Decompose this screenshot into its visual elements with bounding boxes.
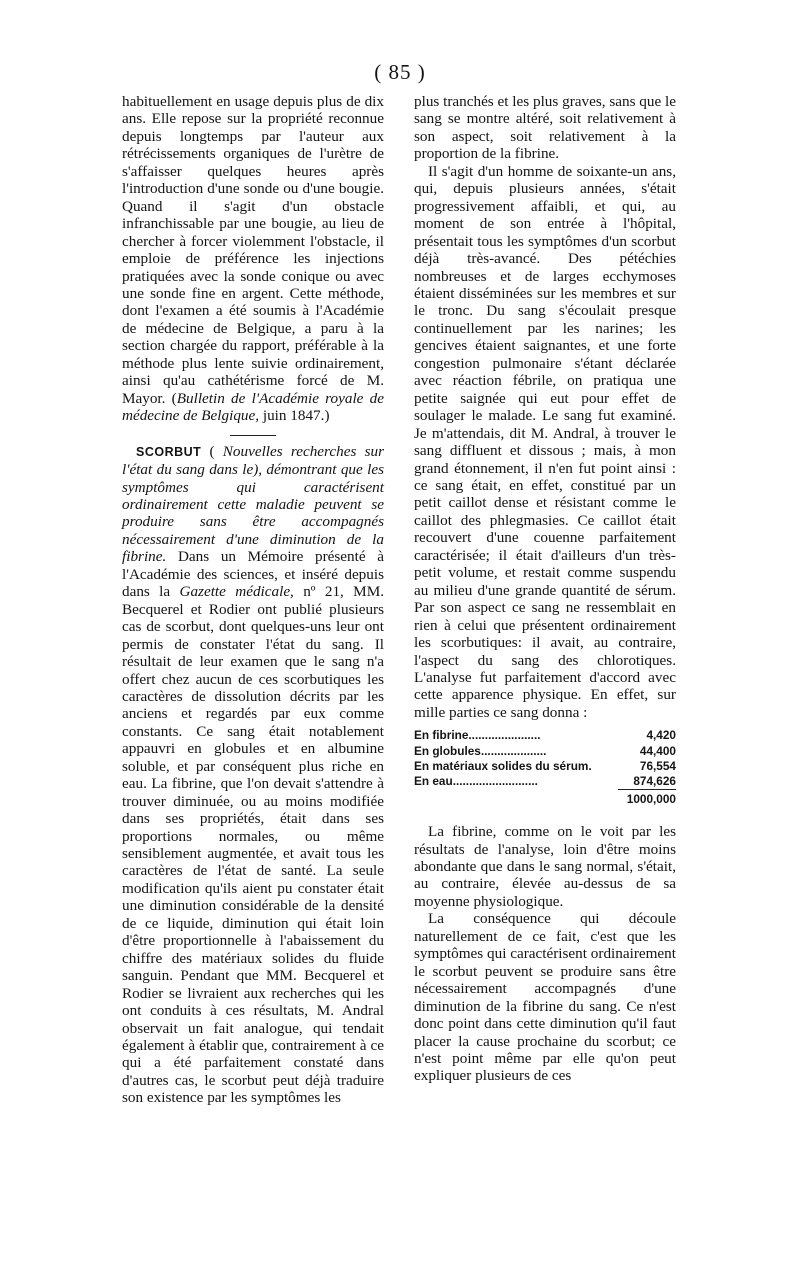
analysis-label: En fibrine...................... [414,728,541,743]
entry-text: nº 21, MM. Becquerel et Rodier ont publié plusieurs cas de scorbut, dont quelques-uns leur ont permis de constater l'état du sang. Il résultait de leur examen que le sang n'a offert chez aucun de ces scorbutiques les caractères de dissolution décrits par les anciens et regardés par eux comme constants. Ce sang était notablement appauvri en globules et en albumine soluble, et par conséquent plus riche en eau. La fibrine, que l'on devait s'attendre à trouver diminuée, ou au moins modifiée dans ses propriétés, était dans ses proportions normales, ou même sensiblement augmentée, et avait tous les caractères de l'état de santé. La seule modification qu'ils aient pu constater était une diminution considérable de la densité de ce liquide, diminution qui était loin d'être proportionnelle à l'abaissement du chiffre des matériaux solides du fluide sanguin. Pendant que MM. Becquerel et Rodier se livraient aux recherches qui les ont conduits à ces résultats, M. Andral observait un fait analogue, qui tendait également à établir que, contrairement à ce qui a été parfaitement constaté dans d'autres cas, le scorbut peut déjà traduire son existence par les symptômes les [122,583,384,1107]
page-number: ( 85 ) [374,60,426,84]
analysis-row [414,759,676,774]
analysis-label: En matériaux solides du sérum. [414,758,592,773]
analysis-value: 76,554 [639,758,676,773]
analysis-row [414,774,676,789]
analysis-total-value: 1000,000 [626,792,676,807]
citation: Bulletin de l'Académie royale de médecine de Belgique, [122,389,384,425]
spacer [414,811,676,823]
entry-title: SCORBUT [136,444,202,459]
paragraph: La conséquence qui découle naturellement de ce fait, c'est que les symptômes qui caractérisent ordinairement le scorbut peuvent se produire sans être nécessairement accompagnés d'une diminution de la fibrine du sang. Ce n'est donc point dans cette diminution qu'il faut placer la cause prochaine du scorbut; ce n'est point même par elle qu'on peut expliquer plusieurs de ces [414,910,676,1085]
right-column [414,93,676,1085]
section-divider [230,435,276,436]
analysis-value: 44,400 [639,743,676,758]
analysis-label: En globules.................... [414,743,547,758]
paragraph-text: habituellement en usage depuis plus de dix ans. Elle repose sur la propriété reconnue depuis longtemps par l'auteur aux rétrécissements organiques de l'urètre de s'affaisser quelques heures après l'introduction d'une sonde ou d'une bougie. Quand il s'agit d'un obstacle infranchissable par une bougie, au lieu de chercher à forcer violemment l'obstacle, il emploie de préférence les injections pratiquées avec la sonde conique ou avec une sonde fine en argent. Cette méthode, dont l'examen a été soumis à l'Académie de médecine de Belgique, a paru à la section chargée du rapport, préférable à la méthode plus lente suivie ordinairement, ainsi qu'au cathétérisme forcé de M. Mayor. ( [122,93,384,407]
journal-name: Gazette médicale, [179,583,294,601]
entry-text: Dans un Mémoire présenté à l'Académie des sciences, et inséré depuis dans la [122,548,384,601]
analysis-total [618,789,676,807]
scorbut-entry [122,443,384,1107]
paragraph: La fibrine, comme on le voit par les résultats de l'analyse, loin d'être moins abondante que dans le sang normal, s'était, au contraire, élevée au-dessus de sa moyenne physiologique. [414,823,676,910]
analysis-value: 874,626 [633,773,676,788]
citation-date: juin 1847.) [259,407,330,425]
analysis-row [414,728,676,743]
analysis-label: En eau.......................... [414,773,538,788]
paragraph-continuation [122,93,384,425]
blood-analysis-table [414,728,676,807]
paragraph: plus tranchés et les plus graves, sans que le sang se montre altéré, soit relativement à son aspect, soit relativement à la proportion de la fibrine. [414,93,676,163]
entry-subtitle: Nouvelles recherches sur l'état du sang dans le), démontrant que les symptômes qui caractérisent ordinairement cette maladie peuvent se produire sans être accompagnés nécessairement d'une diminution de la fibrine. [122,442,384,566]
paragraph: Il s'agit d'un homme de soixante-un ans, qui, depuis plusieurs années, s'était progressivement affaibli, et qui, au moment de son entrée à l'hôpital, présentait tous les symptômes d'un scorbut déjà très-avancé. Des pétéchies nombreuses et de larges ecchymoses étaient disséminées sur les membres et sur le tronc. Du sang s'écoulait presque continuellement par les narines; les gencives étaient saignantes, et une forte congestion pulmonaire s'étant déclarée avec réaction fébrile, on pratiqua une petite saignée qui eut pour effet de soulager le malade. Le sang fut examiné. Je m'attendais, dit M. Andral, à trouver le sang diffluent et dissous ; mais, à mon grand étonnement, il n'en fut point ainsi : ce sang était, en effet, constitué par un petit caillot dense et résistant comme le caillot des phlegmasies. Ce caillot était recouvert d'une couenne parfaitement caractérisée; il était d'ailleurs d'un très-petit volume, et restait comme suspendu au milieu d'une grande quantité de sérum. Par son aspect ce sang ne ressemblait en rien à celui que présentent ordinairement les scorbutiques: il avait, au contraire, l'aspect du sang des chlorotiques. L'analyse fut parfaitement d'accord avec cette apparence physique. En effet, sur mille parties ce sang donna : [414,162,676,721]
analysis-value: 4,420 [646,728,676,743]
left-column [122,93,384,1107]
analysis-row [414,744,676,759]
entry-paren: ( [201,442,223,460]
